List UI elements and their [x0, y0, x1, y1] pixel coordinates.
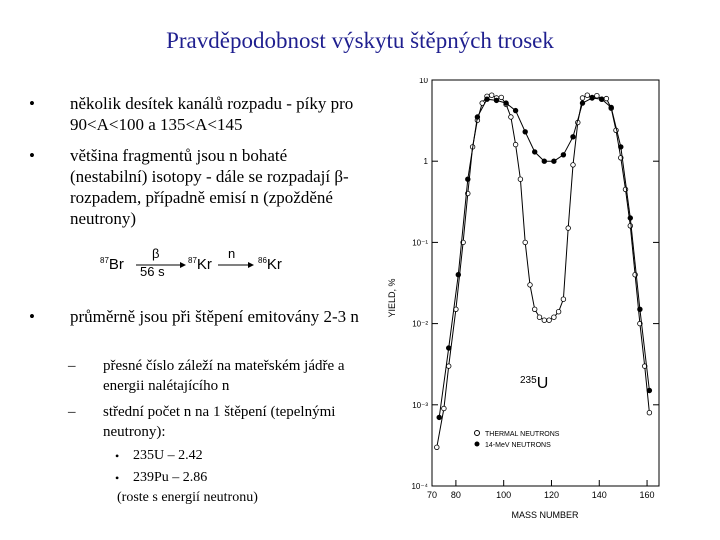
- beta-label: β: [152, 246, 160, 261]
- data-point-thermal: [489, 93, 494, 98]
- legend-thermal: THERMAL NEUTRONS: [485, 431, 560, 438]
- data-point-14mev: [561, 153, 566, 158]
- x-axis: [427, 480, 655, 500]
- data-point-thermal: [509, 115, 514, 120]
- series-group: [435, 93, 652, 450]
- plot-frame: [432, 80, 659, 486]
- data-point-14mev: [523, 130, 528, 135]
- data-point-14mev: [647, 388, 652, 393]
- data-point-thermal: [604, 96, 609, 101]
- data-point-14mev: [609, 105, 614, 110]
- x-tick-label: 140: [591, 490, 607, 500]
- subbullet-text: střední počet n na 1 štěpení (tepelnými neutrony):: [103, 404, 336, 440]
- decay-chain-diagram: [100, 248, 300, 284]
- data-point-14mev: [628, 216, 633, 221]
- data-point-thermal: [595, 93, 600, 98]
- data-point-14mev: [532, 150, 537, 155]
- bullet-neutron-count: [29, 306, 360, 327]
- halflife-label: 56 s: [140, 264, 165, 279]
- subbullet-text: přesné číslo záleží na mateřském jádře a energii nalétajícího n: [103, 358, 345, 394]
- subbullet-marker: –: [68, 358, 76, 374]
- legend-14mev: 14-MeV NEUTRONS: [485, 442, 551, 449]
- data-point-14mev: [446, 346, 451, 351]
- legend-marker-thermal: [475, 431, 480, 436]
- neutron-arrow-icon: [218, 261, 254, 269]
- data-point-14mev: [504, 101, 509, 106]
- subbullet-parent-nucleus: [68, 356, 362, 396]
- data-point-thermal: [528, 283, 533, 288]
- neutron-label: n: [228, 246, 236, 261]
- x-tick-label: 100: [496, 490, 512, 500]
- bullet-fission-channels: [29, 93, 360, 135]
- bullet-marker: •: [29, 146, 35, 165]
- x-tick-label: 120: [543, 490, 559, 500]
- data-point-thermal: [435, 445, 440, 450]
- x-tick-label: 160: [639, 490, 655, 500]
- bullet-text: většina fragmentů jsou n bohaté (nestabilní) isotopy - dále se rozpadají β-rozpadem, případně emisí n (zpožděné neutrony): [70, 146, 349, 228]
- data-point-14mev: [494, 98, 499, 103]
- data-point-14mev: [580, 101, 585, 106]
- data-point-thermal: [585, 93, 590, 98]
- data-point-thermal: [499, 95, 504, 100]
- subbullet-mean-neutrons: [68, 402, 362, 442]
- subbullet-marker: –: [68, 404, 76, 420]
- data-point-thermal: [580, 96, 585, 101]
- data-point-14mev: [456, 272, 461, 277]
- value-u235: [117, 446, 203, 466]
- x-axis-label: MASS NUMBER: [511, 510, 579, 520]
- data-point-14mev: [513, 108, 518, 113]
- nuclide-kr87: $^{87}$Kr: [188, 256, 212, 273]
- data-point-thermal: [556, 309, 561, 314]
- energy-note: (roste s energií neutronu): [117, 490, 258, 505]
- data-point-thermal: [532, 307, 537, 312]
- value-marker: •: [115, 449, 120, 463]
- u235-annotation: $^{235}$U: [520, 375, 549, 392]
- series-line-thermal: [437, 95, 650, 447]
- legend-marker-14mev: [475, 442, 480, 447]
- nuclide-kr86: $^{86}$Kr: [258, 256, 282, 273]
- data-point-thermal: [537, 315, 542, 320]
- y-tick-label: 10⁻³: [412, 400, 428, 410]
- data-point-14mev: [542, 159, 547, 164]
- value-text: 235U – 2.42: [133, 448, 203, 463]
- data-point-14mev: [619, 145, 624, 150]
- data-point-thermal: [542, 318, 547, 323]
- data-point-thermal: [446, 364, 451, 369]
- data-point-14mev: [599, 97, 604, 102]
- data-point-thermal: [552, 315, 557, 320]
- data-point-14mev: [475, 115, 480, 120]
- bullet-text: průměrně jsou při štěpení emitovány 2-3 n: [70, 307, 359, 326]
- x-tick-label: 80: [450, 490, 461, 500]
- data-point-14mev: [638, 307, 643, 312]
- data-point-thermal: [628, 224, 633, 229]
- nuclide-br87: $^{87}$Br: [100, 256, 124, 273]
- data-point-14mev: [571, 135, 576, 140]
- data-point-14mev: [466, 177, 471, 182]
- data-point-14mev: [590, 96, 595, 101]
- data-point-thermal: [523, 240, 528, 245]
- value-pu239: [117, 468, 207, 488]
- y-tick-label: 10⁻²: [412, 319, 428, 329]
- data-point-thermal: [561, 297, 566, 302]
- data-point-thermal: [647, 410, 652, 415]
- bullet-text: několik desítek kanálů rozpadu - píky pro 90<A<100 a 135<A<145: [70, 94, 354, 134]
- data-point-thermal: [566, 226, 571, 231]
- y-tick-label: 10⁻¹: [412, 238, 428, 248]
- bullet-marker: •: [29, 307, 35, 326]
- data-point-14mev: [552, 159, 557, 164]
- bullet-marker: •: [29, 94, 35, 113]
- value-marker: •: [115, 471, 120, 485]
- legend: [475, 431, 560, 450]
- data-point-thermal: [513, 142, 518, 147]
- y-axis: [411, 78, 659, 491]
- fission-yield-chart: [375, 78, 715, 528]
- decay-arrow-icon: [136, 261, 186, 269]
- data-point-thermal: [547, 318, 552, 323]
- data-point-thermal: [442, 406, 447, 411]
- value-text: 239Pu – 2.86: [133, 470, 208, 485]
- data-point-thermal: [571, 163, 576, 168]
- bullet-neutron-rich-isotopes: [29, 145, 360, 229]
- y-axis-label: YIELD, %: [387, 278, 397, 318]
- y-tick-label: 1: [423, 157, 428, 167]
- y-tick-label: 10: [419, 78, 428, 85]
- data-point-14mev: [485, 97, 490, 102]
- y-tick-label: 10⁻⁴: [411, 482, 428, 491]
- slide-title: Pravděpodobnost výskytu štěpných trosek: [166, 28, 554, 53]
- data-point-thermal: [518, 177, 523, 182]
- data-point-14mev: [437, 415, 442, 420]
- x-tick-label: 70: [426, 490, 438, 500]
